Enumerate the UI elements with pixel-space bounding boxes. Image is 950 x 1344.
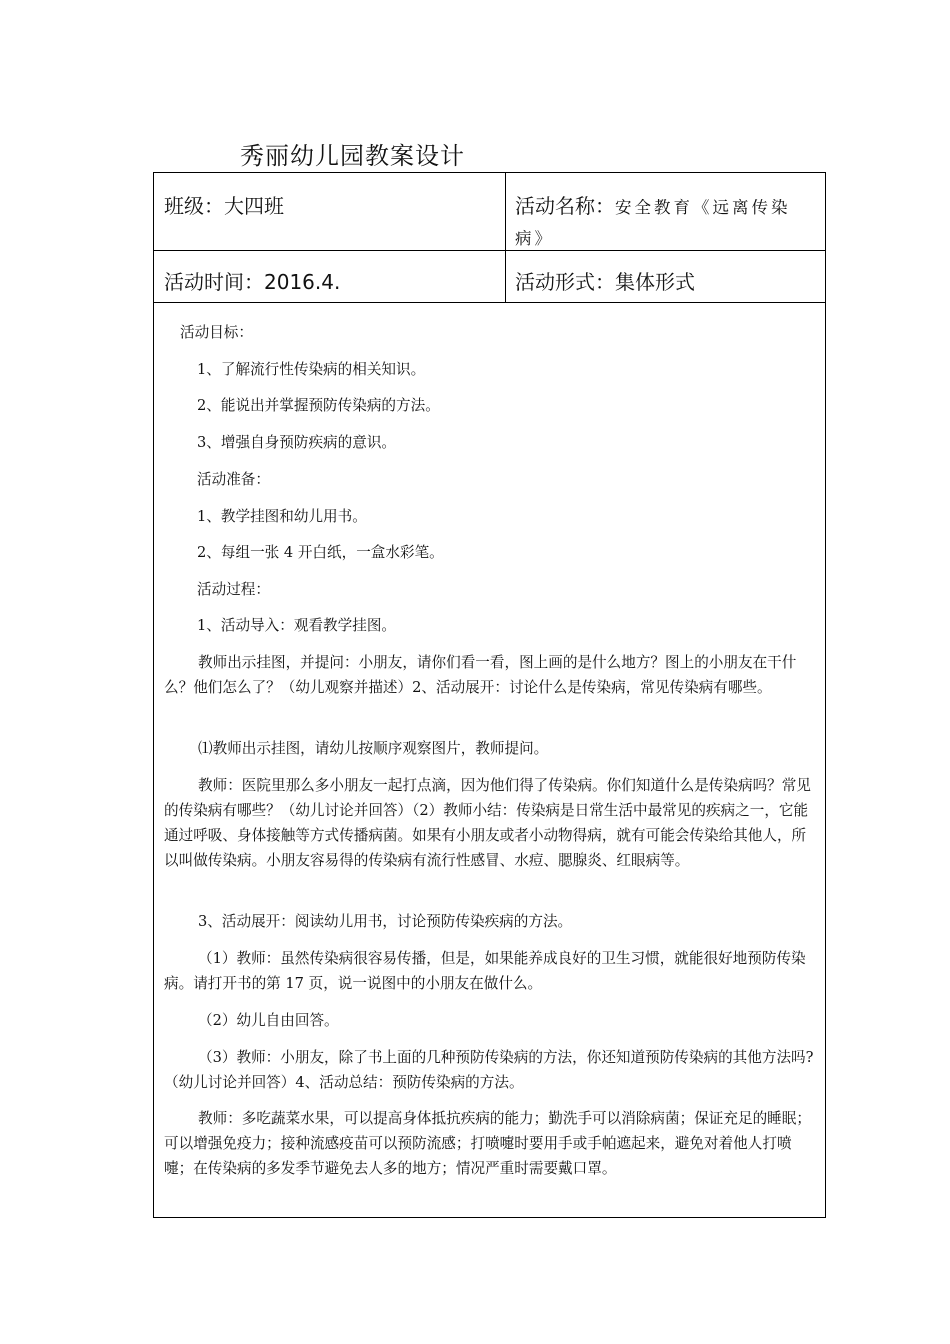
- goal-heading: 活动目标：: [180, 324, 253, 341]
- activity-name-cell: [515, 190, 821, 219]
- prep-item: 1、教学挂图和幼儿用书。: [197, 508, 367, 525]
- paragraph: ⑴教师出示挂图，请幼儿按顺序观察图片，教师提问。: [198, 740, 549, 757]
- goal-item: 2、能说出并掌握预防传染病的方法。: [197, 397, 440, 414]
- goal-item: 1、了解流行性传染病的相关知识。: [197, 361, 426, 378]
- paragraph: 教师：多吃蔬菜水果，可以提高身体抵抗疾病的能力；勤洗手可以消除病菌；保证充足的睡眠；可以增强免疫力；接种流感疫苗可以预防流感；打喷嚏时要用手或手帕遮起来，避免对着他人打喷嚏；在传染病的多发季节避免去人多的地方；情况严重时需要戴口罩。: [164, 1110, 811, 1177]
- time-cell: 活动时间：2016.4.: [164, 270, 341, 294]
- paragraph: （1）教师：虽然传染病很容易传播，但是，如果能养成良好的卫生习惯，就能很好地预防传染病。请打开书的第 17 页，说一说图中的小朋友在做什么。: [164, 950, 806, 992]
- activity-name-value-cont: 病》: [515, 229, 554, 248]
- process-step: 1、活动导入：观看教学挂图。: [197, 617, 397, 634]
- lesson-plan-table: [153, 172, 826, 1218]
- prep-heading: 活动准备：: [197, 471, 270, 488]
- paragraph: 教师：医院里那么多小朋友一起打点滴，因为他们得了传染病。你们知道什么是传染病吗？常见的传染病有哪些？（幼儿讨论并回答）（2）教师小结：传染病是日常生活中最常见的疾病之一，它能通过呼吸、身体接触等方式传播病菌。如果有小朋友或者小动物得病，就有可能会传染给其他人，所以叫做传染病。小朋友容易得的传染病有流行性感冒、水痘、腮腺炎、红眼病等。: [164, 777, 811, 869]
- prep-item: 2、每组一张 4 开白纸，一盒水彩笔。: [197, 544, 444, 561]
- paragraph: （3）教师：小朋友，除了书上面的几种预防传染病的方法，你还知道预防传染病的其他方法吗?（幼儿讨论并回答）4、活动总结：预防传染病的方法。: [164, 1049, 814, 1091]
- paragraph: 教师出示挂图，并提问：小朋友，请你们看一看，图上画的是什么地方？图上的小朋友在干什么？他们怎么了？（幼儿观察并描述）2、活动展开：讨论什么是传染病，常见传染病有哪些。: [164, 654, 797, 696]
- paragraph: （2）幼儿自由回答。: [198, 1012, 339, 1029]
- activity-name-cell-cont: [515, 225, 554, 249]
- process-heading: 活动过程：: [197, 581, 270, 598]
- activity-name-label: 活动名称：: [515, 194, 615, 218]
- activity-name-value: 安全教育《远离传染: [615, 198, 791, 217]
- paragraph: 3、活动展开：阅读幼儿用书，讨论预防传染疾病的方法。: [198, 913, 573, 930]
- goal-item: 3、增强自身预防疾病的意识。: [197, 434, 397, 451]
- class-cell: 班级：大四班: [164, 194, 284, 218]
- row-divider: [154, 250, 825, 251]
- form-cell: 活动形式：集体形式: [515, 270, 695, 294]
- page-title: 秀丽幼儿园教案设计: [240, 142, 465, 170]
- row-divider: [154, 302, 825, 303]
- column-divider: [505, 173, 506, 302]
